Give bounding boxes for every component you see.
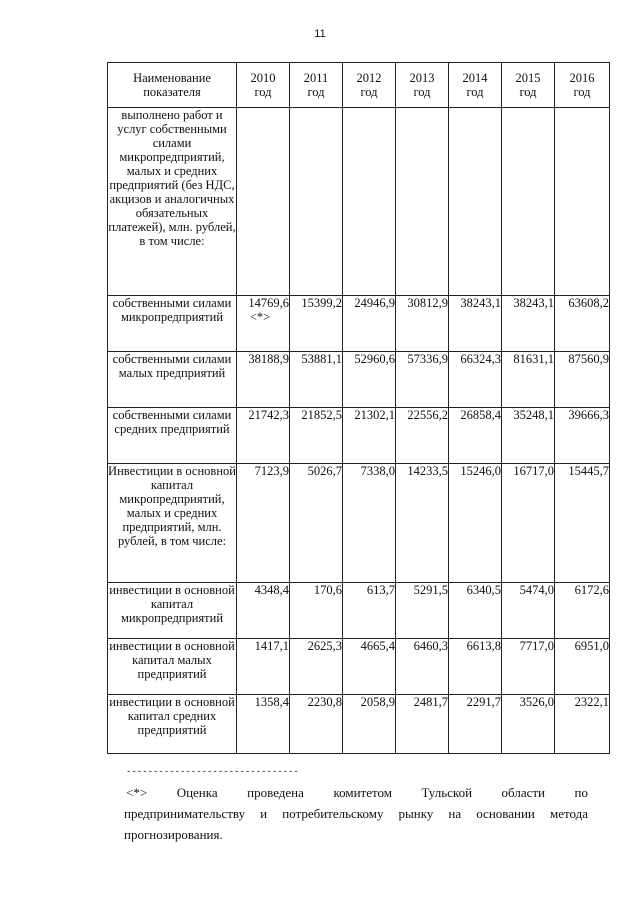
value-cell: 21742,3 xyxy=(237,408,290,464)
value-cell: 35248,1 xyxy=(502,408,555,464)
value-cell: 5474,0 xyxy=(502,583,555,639)
value-cell: 1358,4 xyxy=(237,695,290,754)
value-cell: 2481,7 xyxy=(396,695,449,754)
value-cell: 613,7 xyxy=(343,583,396,639)
year-number: 2011 xyxy=(303,71,329,85)
header-row xyxy=(108,63,610,108)
year-number: 2013 xyxy=(409,71,435,85)
value-cell: 6172,6 xyxy=(555,583,610,639)
value-cell xyxy=(555,108,610,296)
table-row xyxy=(108,352,610,408)
value-cell: 14233,5 xyxy=(396,464,449,583)
value-cell: 2291,7 xyxy=(449,695,502,754)
value-cell: 5291,5 xyxy=(396,583,449,639)
value-cell: 6613,8 xyxy=(449,639,502,695)
table-row xyxy=(108,464,610,583)
year-number: 2014 xyxy=(462,71,488,85)
value-cell: 38243,1 xyxy=(502,296,555,352)
value-cell: 4665,4 xyxy=(343,639,396,695)
year-number: 2016 xyxy=(569,71,595,85)
value-cell: 87560,9 xyxy=(555,352,610,408)
value-cell xyxy=(502,108,555,296)
footnote-line: предпринимательству и потребительскому рынку на основании метода xyxy=(124,806,588,821)
footnote xyxy=(126,782,588,845)
header-year-cell xyxy=(290,63,343,108)
row-label: выполнено работ и услуг собственными силами микропредприятий, малых и средних предприятий (без НДС, акцизов и аналогичных обязательных платежей), млн. рублей, в том числе: xyxy=(108,108,237,296)
footnote-separator: -------------------------------- xyxy=(126,767,299,777)
table-body xyxy=(108,108,610,754)
year-unit: год xyxy=(519,85,537,99)
header-year-cell xyxy=(343,63,396,108)
statistics-table xyxy=(107,62,610,754)
value-cell xyxy=(237,108,290,296)
table-row xyxy=(108,639,610,695)
year-unit: год xyxy=(413,85,431,99)
value-cell: 81631,1 xyxy=(502,352,555,408)
year-number: 2015 xyxy=(515,71,541,85)
year-unit: год xyxy=(307,85,325,99)
value-cell: 38188,9 xyxy=(237,352,290,408)
value-cell: 66324,3 xyxy=(449,352,502,408)
value-cell: 30812,9 xyxy=(396,296,449,352)
value-cell: 2322,1 xyxy=(555,695,610,754)
value-cell: 2230,8 xyxy=(290,695,343,754)
value-cell: 63608,2 xyxy=(555,296,610,352)
table-row xyxy=(108,296,610,352)
value-cell xyxy=(396,108,449,296)
value-cell: 15399,2 xyxy=(290,296,343,352)
value-cell: 21852,5 xyxy=(290,408,343,464)
value-cell: 24946,9 xyxy=(343,296,396,352)
table-row xyxy=(108,108,610,296)
value-cell: 170,6 xyxy=(290,583,343,639)
value-cell: 39666,3 xyxy=(555,408,610,464)
value-cell xyxy=(237,296,290,352)
table-header xyxy=(108,63,610,108)
table-row xyxy=(108,583,610,639)
value-cell: 7338,0 xyxy=(343,464,396,583)
value-cell: 7123,9 xyxy=(237,464,290,583)
row-label: собственными силами малых предприятий xyxy=(108,352,237,408)
year-number: 2012 xyxy=(356,71,382,85)
row-label: Инвестиции в основной капитал микропредприятий, малых и средних предприятий, млн. рублей, в том числе: xyxy=(108,464,237,583)
header-year-cell xyxy=(237,63,290,108)
value-cell: 6340,5 xyxy=(449,583,502,639)
row-label: собственными силами микропредприятий xyxy=(108,296,237,352)
header-year-cell xyxy=(502,63,555,108)
value-cell: 6460,3 xyxy=(396,639,449,695)
value-cell: 21302,1 xyxy=(343,408,396,464)
value-cell: 7717,0 xyxy=(502,639,555,695)
year-unit: год xyxy=(466,85,484,99)
header-year-cell xyxy=(449,63,502,108)
footnote-line: прогнозирования. xyxy=(124,827,223,842)
row-label: инвестиции в основной капитал микропредприятий xyxy=(108,583,237,639)
page-number: 11 xyxy=(314,28,326,40)
value-cell: 15246,0 xyxy=(449,464,502,583)
value-cell: 22556,2 xyxy=(396,408,449,464)
value-cell: 38243,1 xyxy=(449,296,502,352)
value-cell xyxy=(290,108,343,296)
header-name-cell: Наименование показателя xyxy=(108,63,237,108)
value-cell: 1417,1 xyxy=(237,639,290,695)
row-label: инвестиции в основной капитал средних предприятий xyxy=(108,695,237,754)
year-unit: год xyxy=(254,85,272,99)
year-number: 2010 xyxy=(250,71,276,85)
header-year-cell xyxy=(555,63,610,108)
value-cell: 2058,9 xyxy=(343,695,396,754)
value-cell xyxy=(449,108,502,296)
value-cell: 2625,3 xyxy=(290,639,343,695)
year-unit: год xyxy=(360,85,378,99)
row-label: собственными силами средних предприятий xyxy=(108,408,237,464)
value-cell: 4348,4 xyxy=(237,583,290,639)
value-cell: 6951,0 xyxy=(555,639,610,695)
footnote-marker: <*> xyxy=(249,310,271,324)
value-cell: 57336,9 xyxy=(396,352,449,408)
value-cell: 16717,0 xyxy=(502,464,555,583)
value-cell xyxy=(343,108,396,296)
footnote-line: <*> Оценка проведена комитетом Тульской области по xyxy=(126,785,588,800)
value-cell: 15445,7 xyxy=(555,464,610,583)
value-cell: 53881,1 xyxy=(290,352,343,408)
table-row xyxy=(108,408,610,464)
cell-value: 14769,6 xyxy=(248,296,289,310)
value-cell: 3526,0 xyxy=(502,695,555,754)
row-label: инвестиции в основной капитал малых предприятий xyxy=(108,639,237,695)
value-cell: 26858,4 xyxy=(449,408,502,464)
table-row xyxy=(108,695,610,754)
header-year-cell xyxy=(396,63,449,108)
value-cell: 52960,6 xyxy=(343,352,396,408)
year-unit: год xyxy=(573,85,591,99)
value-cell: 5026,7 xyxy=(290,464,343,583)
